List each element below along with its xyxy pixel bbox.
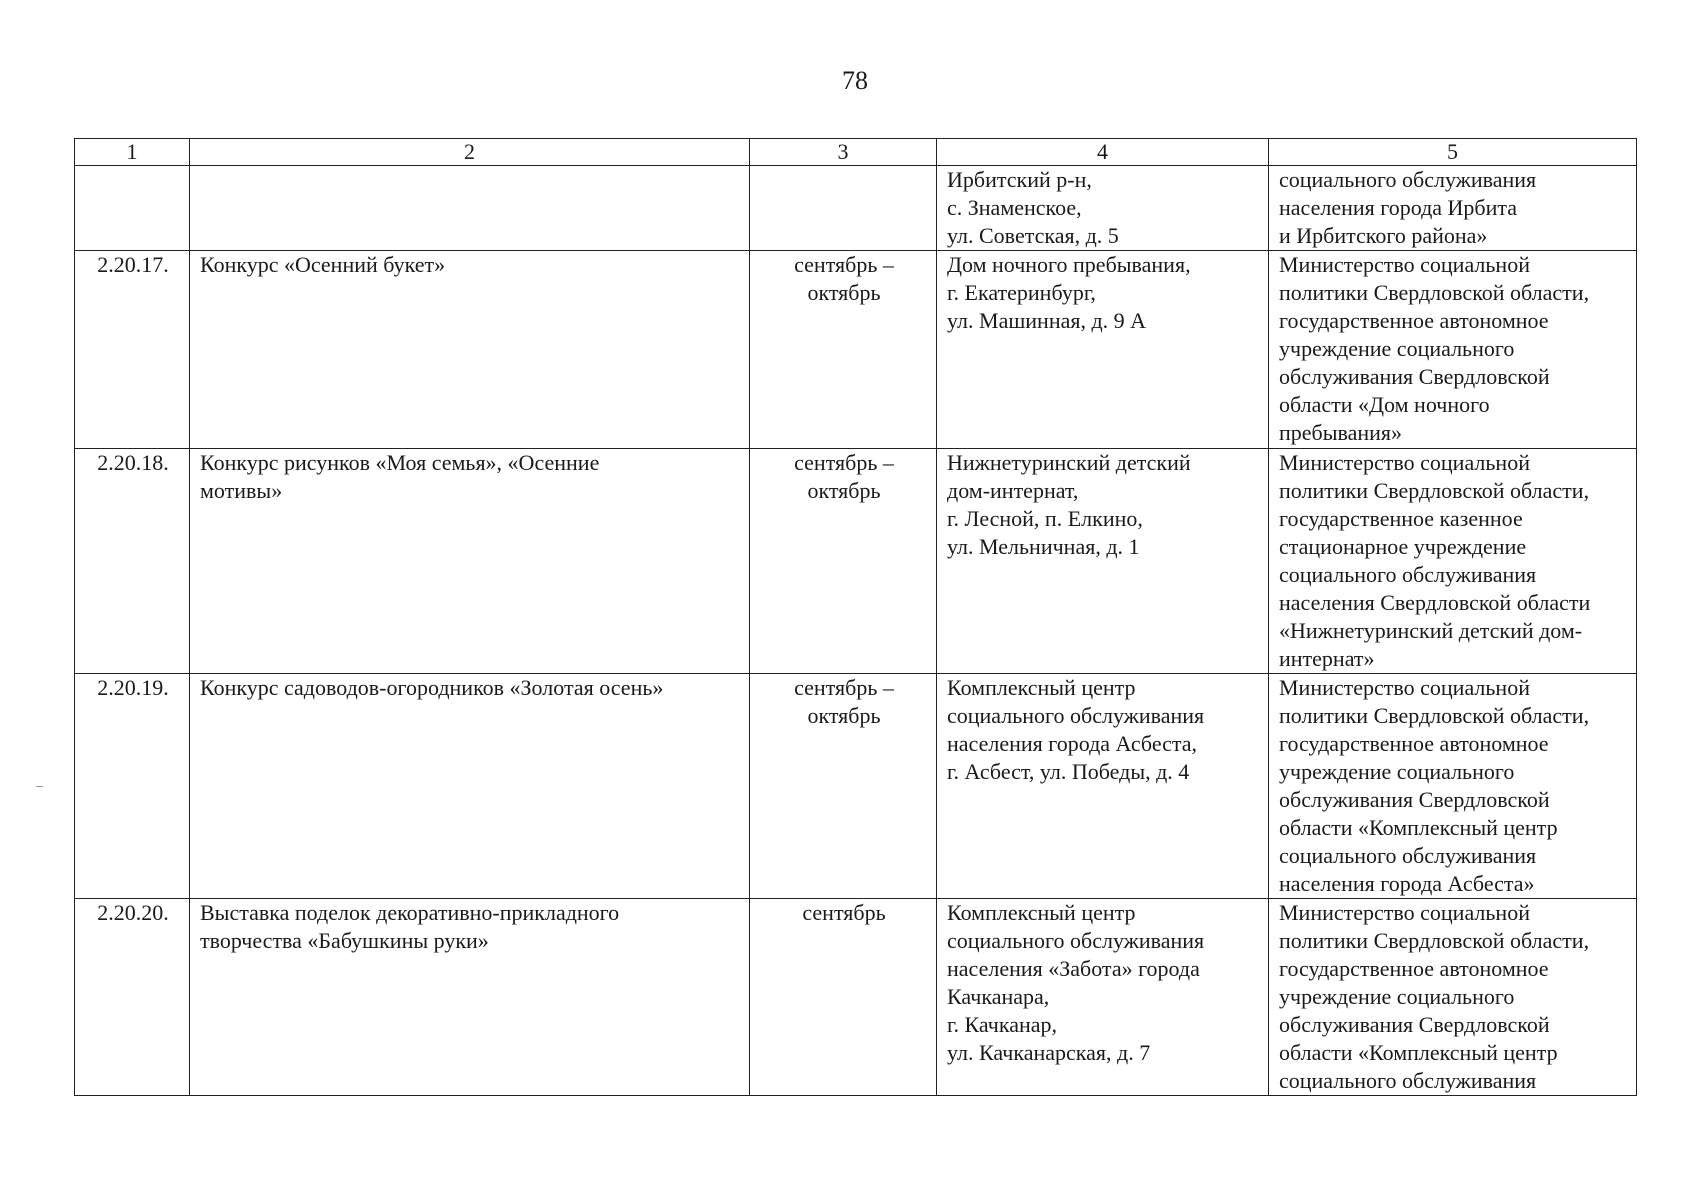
text-line: государственное автономное — [1279, 731, 1549, 756]
cell-period — [750, 166, 937, 251]
text-line: «Нижнетуринский детский дом- — [1279, 618, 1583, 643]
text-line: учреждение социального — [1279, 759, 1515, 784]
text-line: социального обслуживания — [1279, 562, 1537, 587]
text-line: социального обслуживания — [947, 703, 1205, 728]
cell-number: 2.20.18. — [75, 449, 190, 674]
text-line: сентябрь – — [794, 450, 894, 475]
cell-organizer — [1269, 449, 1637, 674]
cell-event — [190, 251, 750, 449]
cell-organizer — [1269, 166, 1637, 251]
text-line: ул. Качканарская, д. 7 — [947, 1040, 1151, 1065]
text-line: социального обслуживания — [1279, 1068, 1537, 1093]
text-line: области «Комплексный центр — [1279, 815, 1558, 840]
text-line: социального обслуживания — [1279, 167, 1537, 192]
cell-place — [937, 899, 1269, 1096]
table-row — [75, 166, 1637, 251]
text-line: населения города Асбеста, — [947, 731, 1198, 756]
text-line: Качканара, — [947, 984, 1050, 1009]
page-number: 78 — [842, 66, 868, 95]
text-line: населения города Асбеста» — [1279, 871, 1535, 896]
text-line: дом-интернат, — [947, 478, 1079, 503]
text-line: Конкурс «Осенний букет» — [200, 252, 446, 277]
column-number-row — [75, 139, 1637, 166]
text-line: сентябрь – — [794, 675, 894, 700]
text-line: г. Качканар, — [947, 1012, 1058, 1037]
text-line: Министерство социальной — [1279, 900, 1530, 925]
text-line: пребывания» — [1279, 420, 1403, 445]
table-row — [75, 899, 1637, 1096]
text-line: политики Свердловской области, — [1279, 928, 1590, 953]
text-line: Конкурс садоводов-огородников «Золотая осень» — [200, 675, 664, 700]
text-line: обслуживания Свердловской — [1279, 787, 1550, 812]
text-line: государственное автономное — [1279, 308, 1549, 333]
text-line: Министерство социальной — [1279, 450, 1530, 475]
text-line: населения Свердловской области — [1279, 590, 1591, 615]
text-line: октябрь — [807, 478, 881, 503]
text-line: населения города Ирбита — [1279, 195, 1518, 220]
cell-event — [190, 449, 750, 674]
text-line: сентябрь — [802, 900, 886, 925]
column-number-1: 1 — [75, 139, 190, 166]
text-line: обслуживания Свердловской — [1279, 1012, 1550, 1037]
text-line: области «Комплексный центр — [1279, 1040, 1558, 1065]
text-line: политики Свердловской области, — [1279, 703, 1590, 728]
cell-event — [190, 674, 750, 899]
text-line: октябрь — [807, 280, 881, 305]
table-body — [75, 139, 1637, 1096]
table-row — [75, 251, 1637, 449]
cell-number: 2.20.20. — [75, 899, 190, 1096]
cell-period — [750, 674, 937, 899]
text-line: политики Свердловской области, — [1279, 280, 1590, 305]
text-line: ул. Мельничная, д. 1 — [947, 534, 1140, 559]
text-line: Выставка поделок декоративно-прикладного — [200, 900, 620, 925]
text-line: области «Дом ночного — [1279, 392, 1490, 417]
cell-period — [750, 449, 937, 674]
cell-period — [750, 251, 937, 449]
cell-number — [75, 166, 190, 251]
column-number-4: 4 — [937, 139, 1269, 166]
cell-period — [750, 899, 937, 1096]
text-line: ул. Советская, д. 5 — [947, 223, 1119, 248]
text-line: учреждение социального — [1279, 336, 1515, 361]
text-line: Нижнетуринский детский — [947, 450, 1191, 475]
text-line: государственное автономное — [1279, 956, 1549, 981]
column-number-5: 5 — [1269, 139, 1637, 166]
text-line: г. Асбест, ул. Победы, д. 4 — [947, 759, 1190, 784]
scan-mark — [36, 786, 43, 787]
text-line: социального обслуживания — [1279, 843, 1537, 868]
cell-organizer — [1269, 899, 1637, 1096]
text-line: Ирбитский р-н, — [947, 167, 1092, 192]
text-line: населения «Забота» города — [947, 956, 1200, 981]
column-number-3: 3 — [750, 139, 937, 166]
cell-place — [937, 166, 1269, 251]
text-line: политики Свердловской области, — [1279, 478, 1590, 503]
text-line: ул. Машинная, д. 9 А — [947, 308, 1147, 333]
text-line: учреждение социального — [1279, 984, 1515, 1009]
text-line: творчества «Бабушкины руки» — [200, 928, 489, 953]
text-line: Комплексный центр — [947, 675, 1136, 700]
text-line: Министерство социальной — [1279, 675, 1530, 700]
text-line: и Ирбитского района» — [1279, 223, 1488, 248]
text-line: стационарное учреждение — [1279, 534, 1527, 559]
text-line: интернат» — [1279, 646, 1375, 671]
text-line: сентябрь – — [794, 252, 894, 277]
cell-organizer — [1269, 251, 1637, 449]
text-line: Дом ночного пребывания, — [947, 252, 1191, 277]
cell-event — [190, 899, 750, 1096]
cell-organizer — [1269, 674, 1637, 899]
text-line: Комплексный центр — [947, 900, 1136, 925]
cell-number: 2.20.19. — [75, 674, 190, 899]
text-line: октябрь — [807, 703, 881, 728]
column-number-2: 2 — [190, 139, 750, 166]
text-line: Министерство социальной — [1279, 252, 1530, 277]
text-line: социального обслуживания — [947, 928, 1205, 953]
text-line: г. Екатеринбург, — [947, 280, 1096, 305]
table-row — [75, 674, 1637, 899]
text-line: г. Лесной, п. Елкино, — [947, 506, 1143, 531]
cell-event — [190, 166, 750, 251]
cell-place — [937, 674, 1269, 899]
text-line: Конкурс рисунков «Моя семья», «Осенние — [200, 450, 600, 475]
text-line: обслуживания Свердловской — [1279, 364, 1550, 389]
cell-place — [937, 449, 1269, 674]
text-line: мотивы» — [200, 478, 283, 503]
text-line: с. Знаменское, — [947, 195, 1082, 220]
cell-number: 2.20.17. — [75, 251, 190, 449]
text-line: государственное казенное — [1279, 506, 1523, 531]
events-table — [74, 138, 1637, 1096]
table-row — [75, 449, 1637, 674]
cell-place — [937, 251, 1269, 449]
